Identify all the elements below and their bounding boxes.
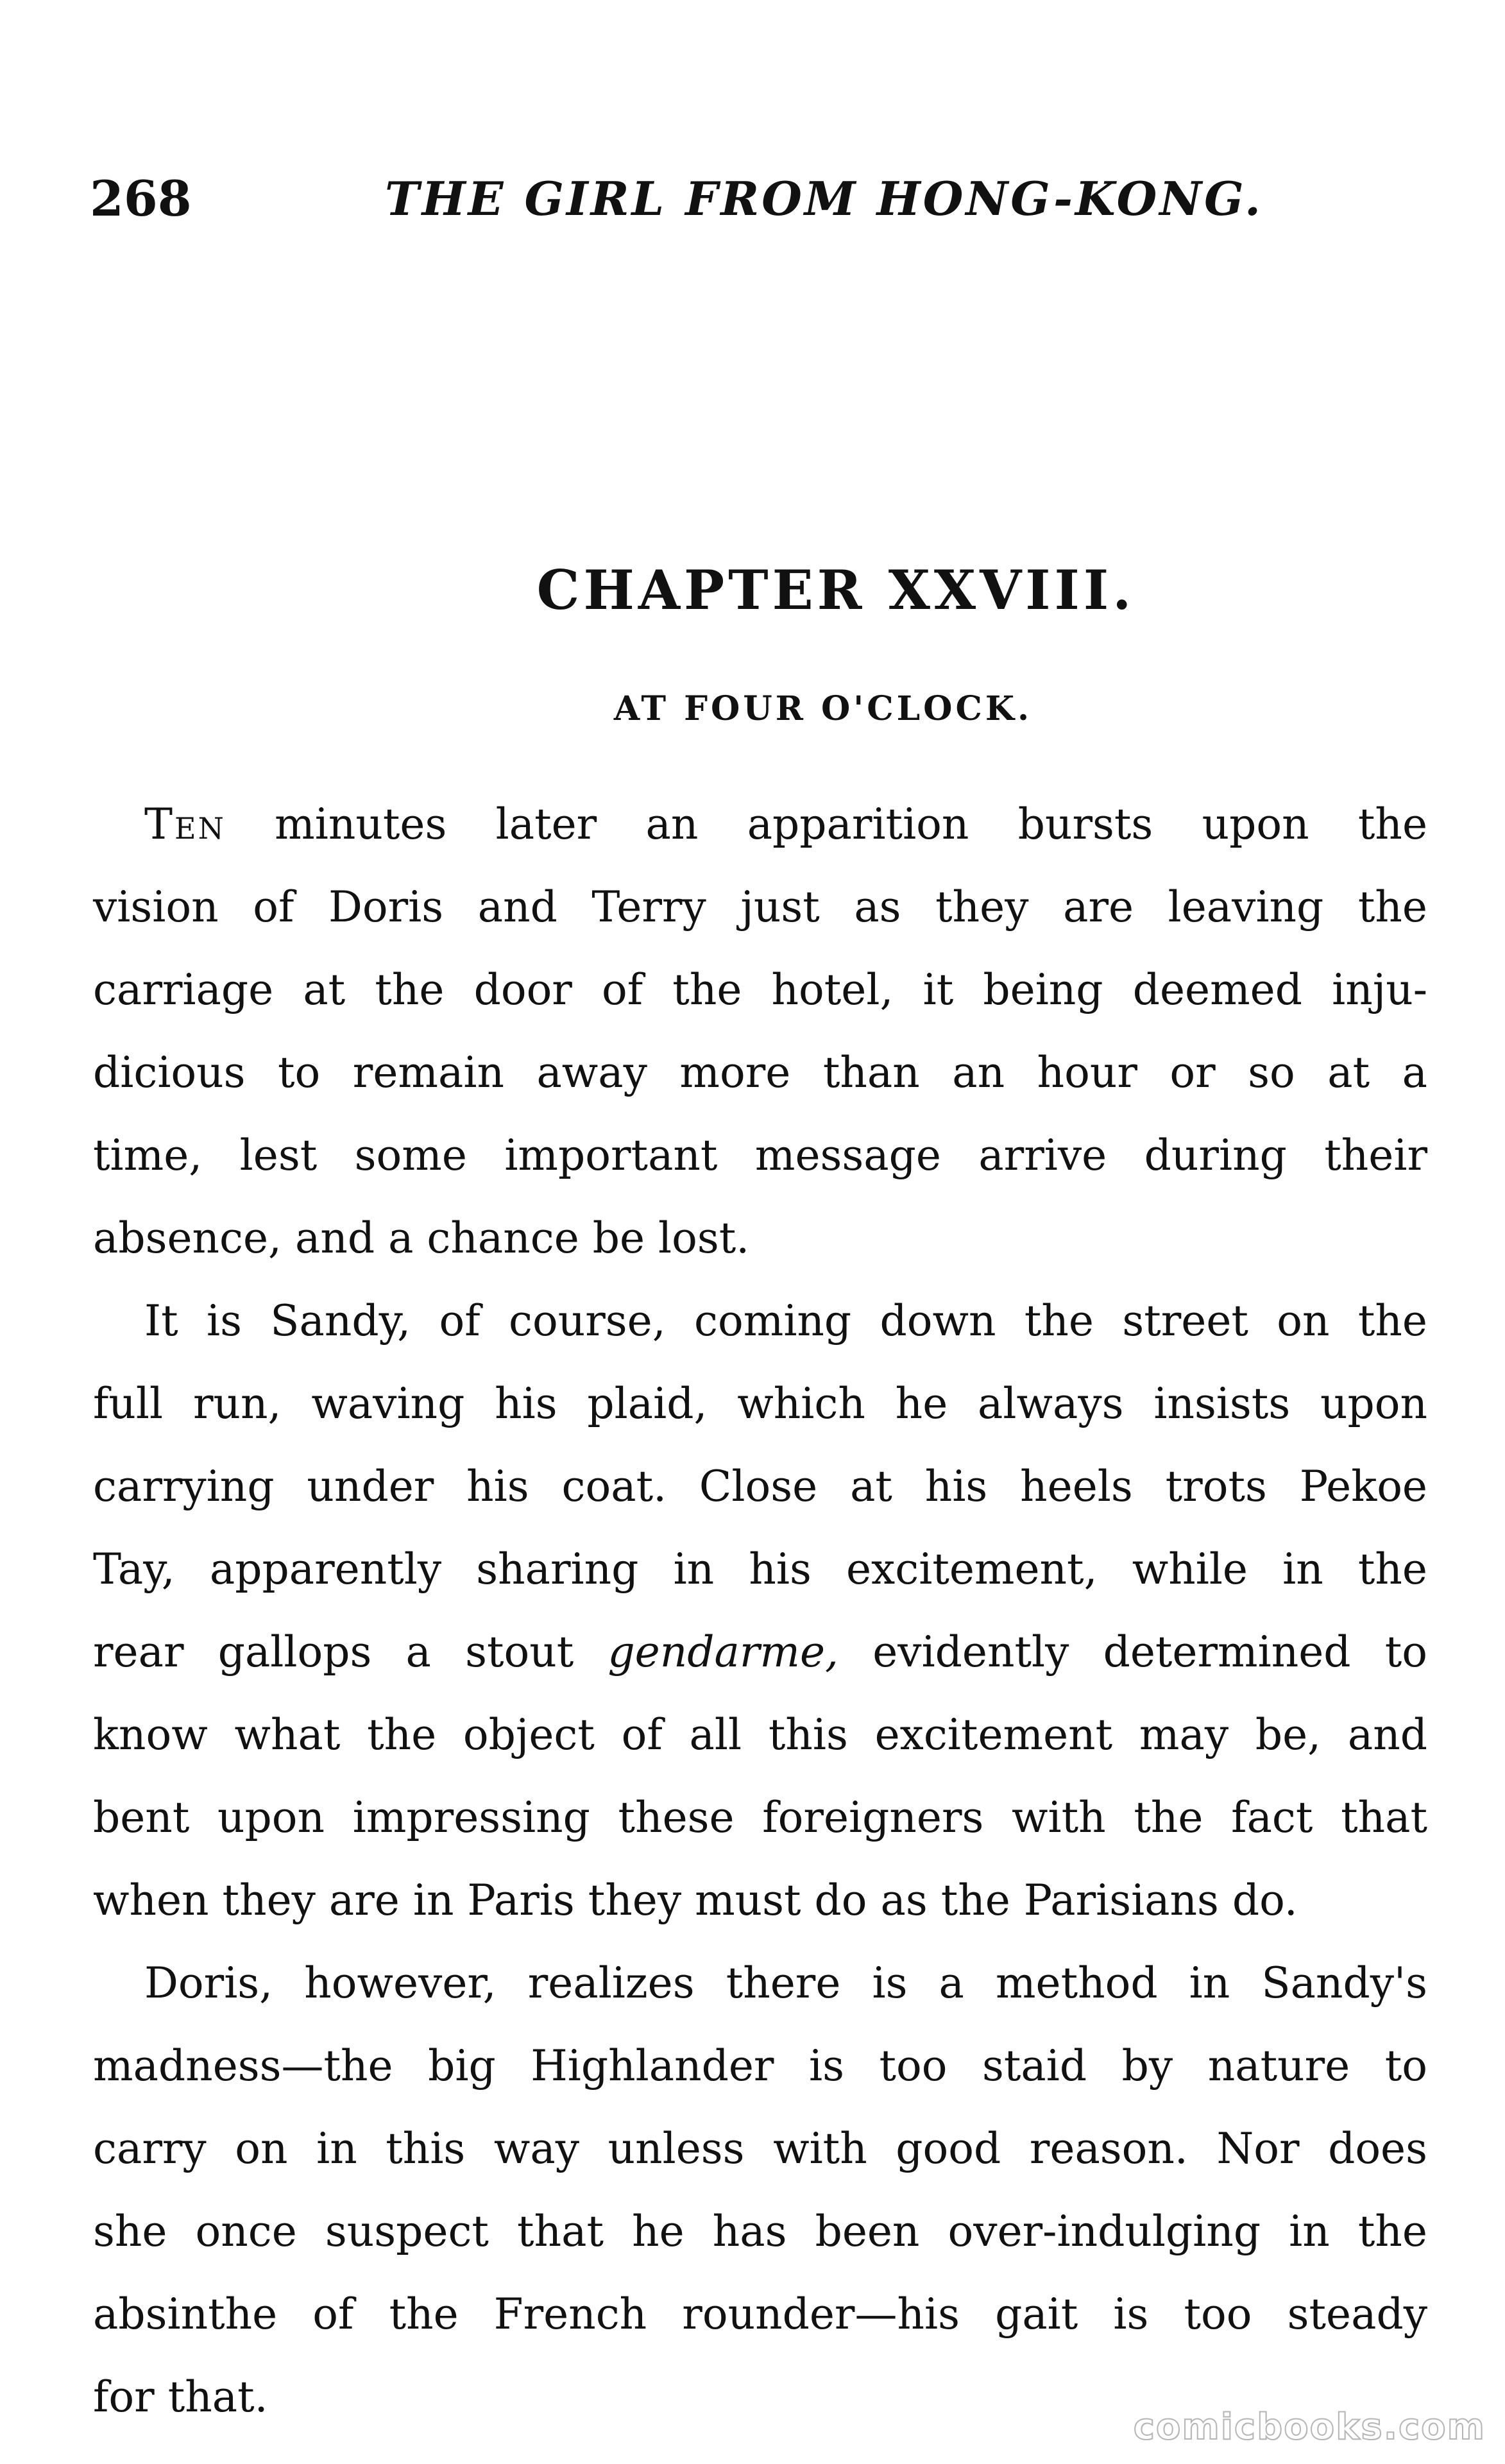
opening-word: Ten xyxy=(144,800,226,849)
running-title: THE GIRL FROM HONG-KONG. xyxy=(385,171,1264,226)
body-text xyxy=(93,783,1427,2438)
text-line: vision of Doris and Terry just as they are leaving the xyxy=(93,882,1427,932)
chapter-subtitle: AT FOUR O'CLOCK. xyxy=(613,689,1033,728)
text-line: know what the object of all this excitement may be, and xyxy=(93,1710,1427,1759)
line-text: rear gallops a stout xyxy=(93,1627,574,1677)
text-line: when they are in Paris they must do as the Parisians do. xyxy=(93,1876,1298,1925)
text-line xyxy=(93,783,1427,866)
text-line: carry on in this way unless with good reason. Nor does xyxy=(93,2124,1427,2173)
watermark: comicbooks.com xyxy=(1133,2406,1486,2448)
text-line: Doris, however, realizes there is a method in Sandy's xyxy=(144,1958,1427,2008)
text-line: she once suspect that he has been over-indulging in the xyxy=(93,2207,1427,2256)
text-line: It is Sandy, of course, coming down the street on the xyxy=(144,1296,1427,1346)
page-number: 268 xyxy=(90,170,192,227)
running-header xyxy=(90,160,1264,237)
text-line: carriage at the door of the hotel, it being deemed inju- xyxy=(93,965,1427,1014)
italic-word: gendarme, xyxy=(608,1627,839,1677)
text-line: time, lest some important message arrive during their xyxy=(93,1131,1427,1180)
text-line: full run, waving his plaid, which he always insists upon xyxy=(93,1379,1427,1428)
chapter-heading: CHAPTER XXVIII. xyxy=(536,558,1135,622)
text-line: absinthe of the French rounder—his gait is too steady xyxy=(93,2289,1427,2339)
line-text: minutes later an apparition bursts upon the xyxy=(275,800,1427,849)
text-line: carrying under his coat. Close at his heels trots Pekoe xyxy=(93,1462,1427,1511)
text-line: bent upon impressing these foreigners with the fact that xyxy=(93,1793,1427,1842)
text-line: madness—the big Highlander is too staid by nature to xyxy=(93,2041,1427,2091)
text-line: for that. xyxy=(93,2372,268,2422)
text-line: absence, and a chance be lost. xyxy=(93,1213,750,1263)
text-line: Tay, apparently sharing in his excitement, while in the xyxy=(93,1544,1427,1594)
text-line xyxy=(93,1611,1427,1693)
text-line: dicious to remain away more than an hour or so at a xyxy=(93,1048,1427,1097)
line-text: evidently determined to xyxy=(872,1627,1427,1677)
